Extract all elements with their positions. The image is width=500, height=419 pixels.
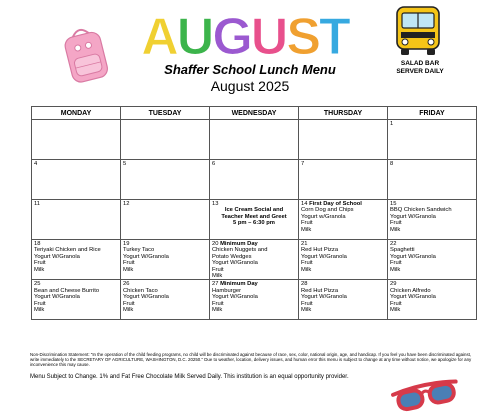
salad-bar-note: [370, 60, 470, 76]
menu-item: Fruit: [123, 300, 135, 307]
calendar-day-cell: [299, 200, 388, 240]
calendar-day-cell: [299, 120, 388, 160]
menu-item: Fruit: [390, 260, 402, 267]
calendar-week-row: [32, 280, 477, 320]
calendar-day-cell: [121, 120, 210, 160]
page-title: Shaffer School Lunch Menu: [164, 62, 336, 77]
menu-item: Yogurt W/Granola: [390, 253, 436, 260]
menu-item: Teacher Meet and Greet: [221, 213, 287, 220]
day-number: 28: [301, 281, 308, 288]
menu-item: Fruit: [301, 260, 313, 267]
menu-item: Milk: [301, 307, 312, 314]
calendar-day-cell: [299, 160, 388, 200]
menu-item: Yogurt W/Granola: [301, 253, 347, 260]
menu-item: Milk: [34, 266, 45, 273]
menu-item: Fruit: [301, 300, 313, 307]
day-number: 22: [390, 241, 397, 247]
school-bus-icon: [393, 5, 443, 57]
calendar-day-cell: [210, 120, 299, 160]
calendar-body: [32, 120, 477, 320]
day-number: 13: [212, 201, 219, 207]
menu-item: Turkey Taco: [123, 247, 155, 254]
day-number: 25: [34, 281, 41, 288]
menu-item: Fruit: [390, 300, 402, 307]
menu-item: Chicken Taco: [123, 287, 158, 294]
menu-item: Fruit: [390, 220, 402, 227]
calendar-week-row: [32, 160, 477, 200]
menu-item: Yogurt W/Granola: [123, 253, 169, 260]
menu-item: Fruit: [212, 300, 224, 307]
menu-item: Red Hut Pizza: [301, 247, 339, 254]
menu-item: Fruit: [123, 260, 135, 267]
calendar-day-cell: [121, 240, 210, 280]
day-number: 11: [34, 201, 41, 207]
day-number: 19: [123, 241, 130, 247]
menu-item: Yogurt W/Granola: [34, 253, 80, 260]
calendar-day-cell: [121, 280, 210, 320]
menu-item: Bean and Cheese Burrito: [34, 287, 100, 294]
weekday-header-row: [32, 107, 477, 120]
august-banner: [141, 6, 349, 66]
menu-item: Milk: [390, 307, 401, 314]
menu-subject-note: Menu Subject to Change. 1% and Fat Free Chocolate Milk Served Daily. This institution is an equal opportunity provider.: [30, 374, 349, 380]
day-number: 4: [34, 161, 38, 167]
weekday-header: MONDAY: [32, 107, 121, 120]
calendar-day-cell: [388, 280, 477, 320]
day-number: 15: [390, 201, 397, 207]
calendar-day-cell: [388, 200, 477, 240]
menu-item: Fruit: [34, 260, 46, 267]
banner-letter: U: [250, 8, 287, 66]
banner-letter: G: [212, 8, 251, 66]
menu-item: Milk: [390, 226, 401, 233]
menu-item: Milk: [123, 266, 134, 273]
weekday-header: TUESDAY: [121, 107, 210, 120]
day-event-title: Minimum Day: [220, 281, 258, 288]
menu-item: 5 pm – 6:30 pm: [233, 220, 275, 227]
calendar-week-row: [32, 120, 477, 160]
menu-item: Milk: [123, 307, 134, 314]
day-number: 7: [301, 161, 305, 167]
calendar-day-cell: [121, 160, 210, 200]
menu-item: Fruit: [301, 220, 313, 227]
day-number: 21: [301, 241, 308, 247]
calendar-day-cell: [388, 240, 477, 280]
nondiscrimination-statement: Non-Discrimination Statement: "In the operation of the child feeding programs, no child will be discriminated against because of race, sex, color, national origin, age, and handicap. If you feel you have been discriminated against, write immediately to the SECRETARY OF AGRICULTURE, WASHINGTON, D.C. 20250." Due to weather, location, delivery issues, and human error this menu is subject to change at any time without notice, we apologize for any inconvenience this may cause.: [30, 352, 472, 368]
day-number: 26: [123, 281, 130, 288]
banner-letter: U: [176, 8, 213, 66]
day-number: 8: [390, 161, 394, 167]
menu-item: Ice Cream Social and: [224, 207, 284, 214]
august-banner-text: [141, 8, 351, 66]
menu-item: Yogurt w/Granola: [301, 213, 346, 220]
banner-letter: S: [286, 8, 320, 66]
day-event-title: Minimum Day: [220, 241, 258, 247]
weekday-header: THURSDAY: [299, 107, 388, 120]
menu-item: Yogurt W/Granola: [301, 294, 347, 301]
calendar-day-cell: [32, 200, 121, 240]
calendar-day-cell: [388, 160, 477, 200]
menu-item: Teriyaki Chicken and Rice: [34, 247, 101, 254]
day-number-value: 14: [301, 201, 308, 207]
menu-item: Yogurt W/Granola: [123, 294, 169, 301]
calendar-day-cell: [32, 280, 121, 320]
day-number: 29: [390, 281, 397, 288]
backpack-icon: [58, 24, 116, 86]
calendar-week-row: [32, 200, 477, 240]
menu-item: Fruit: [34, 300, 46, 307]
day-number: 18: [34, 241, 41, 247]
day-number: 6: [212, 161, 216, 167]
day-number: 1: [390, 121, 394, 127]
menu-item: Chicken Alfredo: [390, 287, 431, 294]
menu-date: August 2025: [210, 78, 290, 94]
calendar-day-cell: [121, 200, 210, 240]
calendar-day-cell: [210, 280, 299, 320]
weekday-header: FRIDAY: [388, 107, 477, 120]
menu-item: Milk: [390, 266, 401, 273]
menu-item: Yogurt W/Granola: [390, 294, 436, 301]
menu-item: BBQ Chicken Sandwich: [390, 207, 452, 214]
calendar-day-cell: [32, 120, 121, 160]
calendar-day-cell: [299, 240, 388, 280]
menu-item: Hamburger: [212, 287, 241, 294]
menu-calendar: [31, 106, 477, 320]
salad-bar-line: SALAD BAR: [400, 60, 440, 67]
calendar-day-cell: [210, 240, 299, 280]
menu-item: Chicken Nuggets and: [212, 247, 268, 254]
menu-item: Milk: [34, 307, 45, 314]
weekday-header: WEDNESDAY: [210, 107, 299, 120]
calendar-day-cell: [32, 240, 121, 280]
menu-item: Potato Wedges: [212, 253, 252, 260]
menu-item: Milk: [301, 266, 312, 273]
day-number: 5: [123, 161, 127, 167]
menu-item: Milk: [301, 226, 312, 233]
calendar-day-cell: [32, 160, 121, 200]
calendar-day-cell: [210, 200, 299, 240]
menu-item: Yogurt W/Granola: [212, 294, 258, 301]
banner-letter: A: [141, 8, 177, 66]
day-number-value: 20: [212, 241, 219, 247]
menu-item: Milk: [212, 307, 223, 314]
calendar-day-cell: [299, 280, 388, 320]
calendar-day-cell: [388, 120, 477, 160]
banner-letter: T: [319, 8, 349, 66]
menu-item: Milk: [212, 273, 223, 280]
calendar-day-cell: [210, 160, 299, 200]
menu-item: Red Hut Pizza: [301, 287, 339, 294]
sunglasses-icon: [390, 378, 462, 414]
menu-item: Yogurt W/Granola: [34, 294, 80, 301]
day-number: 12: [123, 201, 130, 207]
salad-bar-line: SERVER DAILY: [396, 68, 444, 75]
menu-item: Yogurt W/Granola: [390, 213, 436, 220]
menu-item: Fruit: [212, 266, 224, 273]
calendar-week-row: [32, 240, 477, 280]
day-number-value: 27: [212, 281, 219, 288]
menu-item: Corn Dog and Chips: [301, 207, 354, 214]
menu-item: Yogurt W/Granola: [212, 260, 258, 267]
menu-item: Spaghetti: [390, 247, 415, 254]
day-event-title: First Day of School: [309, 201, 362, 207]
